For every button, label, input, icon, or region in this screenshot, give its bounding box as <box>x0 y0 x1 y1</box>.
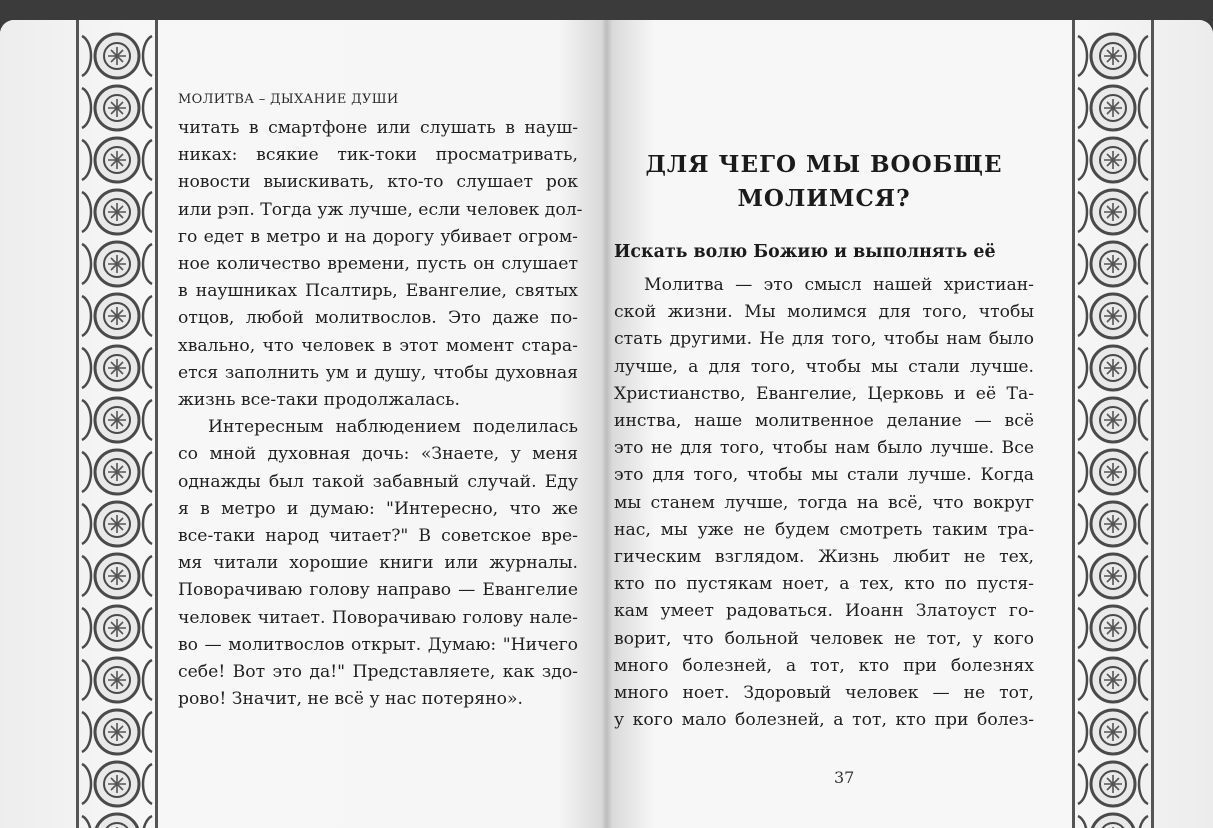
ornament-medallion <box>1078 814 1148 828</box>
ornament-medallion <box>1078 502 1148 546</box>
text-line: новости выискивать, кто-то слушает рок <box>178 172 578 193</box>
book-spread <box>0 20 1213 828</box>
ornament-medallion <box>82 450 152 494</box>
ornamental-border-left <box>72 20 162 828</box>
text-line: Интересным наблюдением поделилась <box>208 417 578 438</box>
text-line: во — молитвослов открыт. Думаю: "Ничего <box>178 634 578 655</box>
chapter-title-line: МОЛИМСЯ? <box>737 185 911 212</box>
ornament-medallion <box>82 138 152 182</box>
section-subheading: Искать волю Божию и выполнять её <box>614 242 996 262</box>
left-page-body <box>178 115 583 713</box>
text-line: инства, наше молитвенное делание — всё <box>614 411 1034 432</box>
scan-frame <box>0 20 1213 828</box>
text-line: человек читает. Поворачиваю голову нале- <box>178 607 578 628</box>
text-line: себе! Вот это да!" Представляете, как здо- <box>178 662 578 683</box>
ornament-medallion <box>82 554 152 598</box>
ornament-medallion <box>82 242 152 286</box>
left-page <box>178 92 583 713</box>
ornament-medallion <box>1078 658 1148 702</box>
text-line: мы станем лучше, тогда на всё, что вокруг <box>614 492 1034 513</box>
text-line: нас, мы уже не будем смотреть таким тра- <box>614 519 1034 540</box>
text-line: со мной духовная дочь: «Знаете, у меня <box>178 444 578 465</box>
running-head: МОЛИТВА – ДЫХАНИЕ ДУШИ <box>178 92 399 107</box>
ornament-medallion <box>1078 450 1148 494</box>
ornament-edge <box>1072 20 1075 828</box>
ornamental-border-right <box>1068 20 1158 828</box>
ornament-medallion <box>1078 242 1148 286</box>
text-line: ской жизни. Мы молимся для того, чтобы <box>614 302 1034 323</box>
ornament-edge <box>76 20 79 828</box>
ornament-medallion <box>82 606 152 650</box>
text-line: мя читали хорошие книги или журналы. <box>178 553 578 574</box>
ornament-medallion <box>1078 710 1148 754</box>
text-line: рово! Значит, не всё у нас потеряно». <box>178 689 523 710</box>
ornament-medallion <box>1078 86 1148 130</box>
ornament-left-svg <box>72 20 162 828</box>
ornament-medallion <box>82 398 152 442</box>
text-line: жизнь все-таки продолжалась. <box>178 390 460 411</box>
text-line: ется заполнить ум и душу, чтобы духовная <box>178 362 578 383</box>
text-line: Христианство, Евангелие, Церковь и её Та- <box>614 383 1034 404</box>
ornament-medallion <box>82 190 152 234</box>
text-line: однажды был такой забавный случай. Еду <box>178 471 578 492</box>
ornament-edge <box>1151 20 1154 828</box>
text-line: в наушниках Псалтирь, Евангелие, святых <box>178 281 578 302</box>
ornament-medallion <box>1078 762 1148 806</box>
text-line: кам умеет радоваться. Иоанн Златоуст го- <box>614 601 1034 622</box>
chapter-title <box>614 148 1034 216</box>
ornament-medallion <box>1078 554 1148 598</box>
text-line: кто по пустякам ноет, а тех, кто по пустя- <box>614 574 1034 595</box>
text-line: ное количество времени, пусть он слушает <box>178 254 578 275</box>
ornament-medallion <box>82 34 152 78</box>
text-line: ворит, что больной человек не тот, у кого <box>614 628 1034 649</box>
ornament-medallion <box>1078 190 1148 234</box>
ornament-medallion <box>1078 294 1148 338</box>
text-line: много ноет. Здоровый человек — не тот, <box>614 683 1034 704</box>
right-page <box>614 148 1034 734</box>
text-line: много болезней, а тот, кто при болезнях <box>614 655 1034 676</box>
chapter-title-line: ДЛЯ ЧЕГО МЫ ВООБЩЕ <box>645 151 1003 178</box>
ornament-medallion <box>1078 606 1148 650</box>
text-line: гическим взглядом. Жизнь любит не тех, <box>614 547 1034 568</box>
ornament-medallion <box>82 502 152 546</box>
text-line: Поворачиваю голову направо — Евангелие <box>178 580 578 601</box>
ornament-medallion <box>1078 34 1148 78</box>
ornament-edge <box>155 20 158 828</box>
text-line: или рэп. Тогда уж лучше, если человек дол- <box>178 199 583 220</box>
text-line: у кого мало болезней, а тот, кто при болез- <box>614 710 1034 731</box>
text-line: никах: всякие тик-токи просматривать, <box>178 145 578 166</box>
ornament-medallion <box>82 710 152 754</box>
ornament-right-svg <box>1068 20 1158 828</box>
ornament-medallion <box>82 86 152 130</box>
ornament-medallion <box>82 294 152 338</box>
ornament-medallion <box>1078 346 1148 390</box>
text-line: это для того, чтобы мы стали лучше. Когда <box>614 465 1034 486</box>
text-line: го едет в метро и на дорогу убивает огром- <box>178 226 578 247</box>
page-number: 37 <box>834 768 855 787</box>
text-line: Молитва — это смысл нашей христиан- <box>644 275 1034 295</box>
text-line: лучше, а для того, чтобы мы стали лучше. <box>614 356 1034 377</box>
text-line: все-таки народ читает?" В советское вре- <box>178 526 578 547</box>
text-line: читать в смартфоне или слушать в науш- <box>178 118 578 138</box>
ornament-medallion <box>82 346 152 390</box>
ornament-medallion <box>1078 138 1148 182</box>
text-line: отцов, любой молитвослов. Это даже по- <box>178 308 578 329</box>
right-page-body <box>614 272 1034 734</box>
text-line: стать другими. Не для того, чтобы нам было <box>614 329 1034 350</box>
ornament-medallion <box>82 658 152 702</box>
text-line: я в метро и думаю: "Интересно, что же <box>178 498 578 519</box>
ornament-medallion <box>82 814 152 828</box>
ornament-medallion <box>82 762 152 806</box>
text-line: хвально, что человек в этот момент стара- <box>178 335 578 356</box>
ornament-medallion <box>1078 398 1148 442</box>
text-line: это не для того, чтобы нам было лучше. Все <box>614 438 1034 459</box>
